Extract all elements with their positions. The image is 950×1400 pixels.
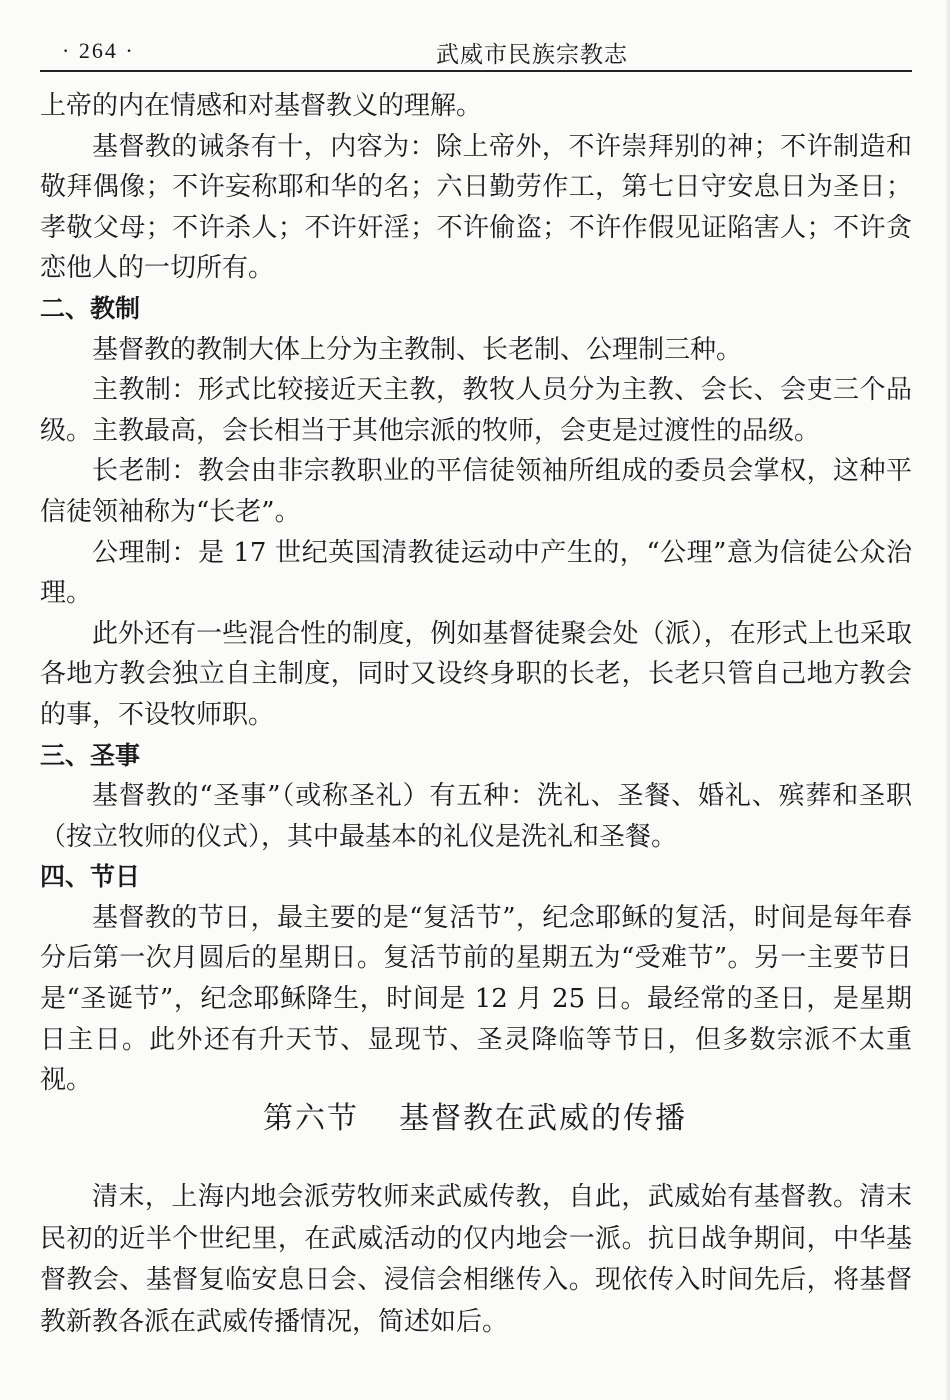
paragraph-festivals: 基督教的节日，最主要的是“复活节”，纪念耶稣的复活，时间是每年春分后第一次月圆后的星期日。复活节前的星期五为“受难节”。另一主要节日是“圣诞节”，纪念耶稣降生，时间是 12 月 25 日。最经常的圣日，是星期日主日。此外还有升天节、显现节、圣灵降临等节日，但多数宗派不太重视。 [40,902,912,1096]
section-number: 第六节 [263,1101,359,1136]
paragraph-presbyterian: 长老制：教会由非宗教职业的平信徒领袖所组成的委员会掌权，这种平信徒领袖称为“长老”。 [40,456,912,527]
paragraph-spread-in-wuwei: 清末，上海内地会派劳牧师来武威传教，自此，武威始有基督教。清末民初的近半个世纪里，在武威活动的仅内地会一派。抗日战争期间，中华基督教会、基督复临安息日会、浸信会相继传入。现依传入时间先后，将基督教新教各派在武威传播情况，简述如后。 [40,1182,912,1337]
subheading-festivals: 四、节日 [40,862,141,892]
running-header [40,28,912,72]
paragraph-church-system-intro: 基督教的教制大体上分为主教制、长老制、公理制三种。 [92,334,743,365]
paragraph-continuation: 上帝的内在情感和对基督教义的理解。 [40,91,483,121]
paragraph-episcopal: 主教制：形式比较接近天主教，教牧人员分为主教、会长、会吏三个品级。主教最高，会长相当于其他宗派的牧师，会吏是过渡性的品级。 [40,375,912,446]
paragraph-sacraments: 基督教的“圣事”（或称圣礼）有五种：洗礼、圣餐、婚礼、殡葬和圣职（按立牧师的仪式），其中最基本的礼仪是洗礼和圣餐。 [40,781,912,852]
paragraph-mixed-systems: 此外还有一些混合性的制度，例如基督徒聚会处（派），在形式上也采取各地方教会独立自主制度，同时又设终身职的长老，长老只管自己地方教会的事，不设牧师职。 [40,618,912,730]
subheading-sacraments: 三、圣事 [40,740,141,770]
paragraph-congregational: 公理制：是 17 世纪英国清教徒运动中产生的，“公理”意为信徒公众治理。 [40,537,912,609]
paragraph-commandments: 基督教的诫条有十，内容为：除上帝外，不许崇拜别的神；不许制造和敬拜偶像；不许妄称耶和华的名；六日勤劳作工，第七日守安息日为圣日；孝敬父母；不许杀人；不许奸淫；不许偷盗；不许作假见证陷害人；不许贪恋他人的一切所有。 [40,131,912,284]
page-number: · 264 · [62,38,135,63]
running-title: 武威市民族宗教志 [436,42,628,68]
section-heading [0,1093,950,1137]
section-title: 基督教在武威的传播 [399,1101,687,1136]
subheading-church-system: 二、教制 [40,293,141,323]
body-text [40,86,912,1101]
scan-edge [946,0,950,1400]
section-body [40,1177,912,1343]
